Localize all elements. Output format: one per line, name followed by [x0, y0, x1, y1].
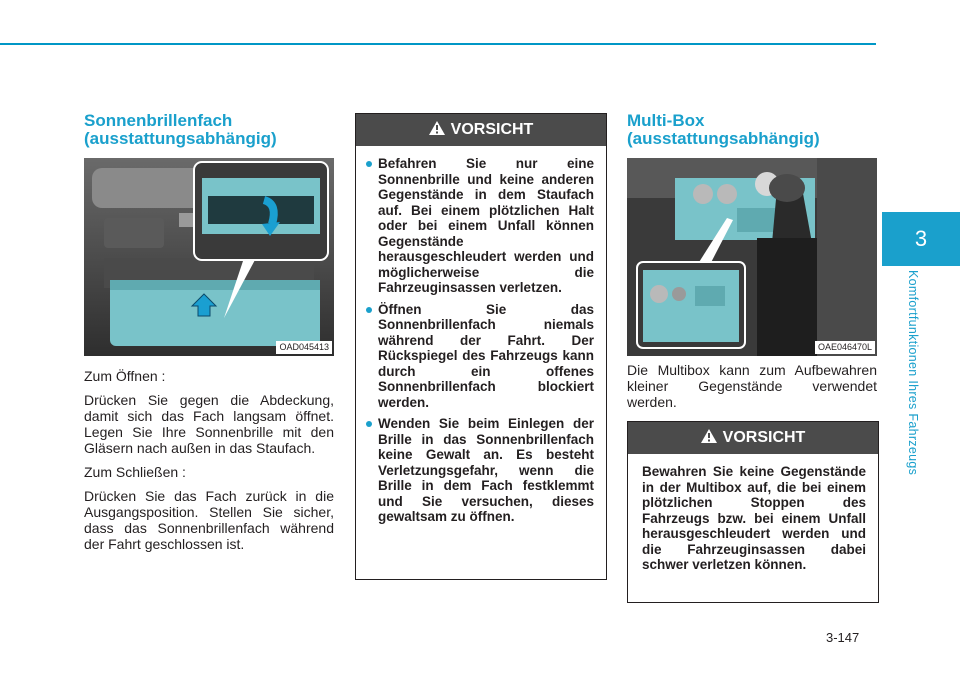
chapter-title: Komfortfunktionen Ihres Fahrzeugs: [906, 270, 920, 476]
list-item: Befahren Sie nur eine Sonnenbrille und keine anderen Gegenstände in dem Staufach auf. Bei einem plötzlichen Halt oder bei einem Unfall können Gegenstände herausgeschleudert werden und möglicherweise die Fahrzeuginsassen verletzen.: [370, 156, 594, 296]
warning-triangle-icon: [429, 121, 445, 140]
caution-body: [356, 146, 606, 539]
image-code: OAD045413: [276, 341, 332, 354]
caution-header: [628, 422, 878, 454]
multibox-illustration: [627, 158, 877, 356]
paragraph: Zum Schließen :: [84, 464, 186, 480]
header-rule: [0, 43, 876, 45]
page-number: 3-147: [826, 630, 860, 645]
paragraph: Zum Öffnen :: [84, 368, 166, 384]
sunglasses-heading: Sonnenbrillenfach (ausstattungsabhängig): [84, 111, 277, 148]
caution-header: [356, 114, 606, 146]
list-item: Öffnen Sie das Sonnenbrillenfach niemals während der Fahrt. Der Rückspiegel des Fahrzeugs kann durch ein offenes Sonnenbrillenfach blockiert werden.: [370, 302, 594, 411]
multibox-photo: [627, 158, 877, 356]
chapter-number: 3: [914, 226, 928, 251]
paragraph: Die Multibox kann zum Aufbewahren kleiner Gegenstände verwendet werden.: [627, 362, 877, 410]
paragraph: Drücken Sie das Fach zurück in die Ausgangsposition. Stellen Sie sicher, dass das Sonnenbrillenfach während der Fahrt geschlossen ist.: [84, 488, 334, 552]
caution-list: [370, 156, 594, 525]
multibox-description: [627, 362, 877, 418]
caution-title: VORSICHT: [722, 429, 806, 446]
sunglasses-description: [84, 368, 334, 560]
multibox-heading: Multi-Box (ausstattungsabhängig): [627, 111, 820, 148]
sunglasses-holder-photo: [84, 158, 334, 356]
caution-box-sunglasses: [355, 113, 607, 580]
warning-triangle-icon: [701, 429, 717, 448]
paragraph: Drücken Sie gegen die Abdeckung, damit sich das Fach langsam öffnet. Legen Sie Ihre Sonnenbrille mit den Gläsern nach außen in das Staufach.: [84, 392, 334, 456]
caution-text: Bewahren Sie keine Gegenstände in der Multibox auf, die bei einem plötzlichen Stoppen des Fahrzeugs bzw. bei einem Unfall herausgeschleudert werden und die Fahrzeuginsassen dabei schwer verletzen können.: [642, 464, 866, 572]
image-code: OAE046470L: [815, 341, 875, 354]
caution-body: [628, 454, 878, 581]
sunglasses-holder-illustration: [84, 158, 334, 356]
chapter-tab: [882, 212, 960, 266]
caution-box-multibox: [627, 421, 879, 603]
caution-title: VORSICHT: [450, 121, 534, 138]
list-item: Wenden Sie beim Einlegen der Brille in das Sonnenbrillenfach keine Gewalt an. Es besteht Verletzungsgefahr, wenn die Brille in dem Fach festklemmt und Sie versuchen, dieses gewaltsam zu öffnen.: [370, 416, 594, 525]
